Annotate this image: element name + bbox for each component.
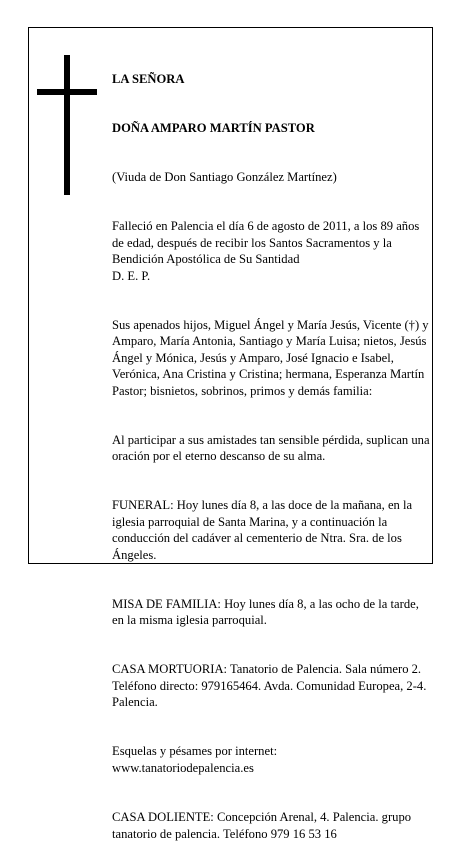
funeral-home-info: CASA MORTUORIA: Tanatorio de Palencia. Sala número 2. Teléfono directo: 979165464. Avda. Comunidad Europea, 2-4. Palencia. — [112, 662, 430, 710]
cross-icon — [64, 55, 70, 195]
online-condolences: Esquelas y pésames por internet: www.tanatoriodepalencia.es — [112, 744, 278, 775]
mourning-house-info: CASA DOLIENTE: Concepción Arenal, 4. Palencia. grupo tanatorio de palencia. Teléfono 979 16 53 16 — [112, 810, 415, 841]
death-notice: Falleció en Palencia el día 6 de agosto de 2011, a los 89 años de edad, después de recibir los Santos Sacramentos y la Bendición Apostólica de Su Santidad D. E. P. — [112, 219, 420, 283]
deceased-title: LA SEÑORA — [112, 71, 185, 86]
family-mass-info: MISA DE FAMILIA: Hoy lunes día 8, a las ocho de la tarde, en la misma iglesia parroquial. — [112, 596, 423, 628]
funeral-info: FUNERAL: Hoy lunes día 8, a las doce de la mañana, en la iglesia parroquial de Santa Marina, y a continuación la conducción del cadáver al cementerio de Ntra. Sra. de los Ángeles. — [112, 498, 416, 562]
prayer-request: Al participar a sus amistades tan sensible pérdida, suplican una oración por el eterno descanso de su alma. — [112, 432, 433, 464]
deceased-name: DOÑA AMPARO MARTÍN PASTOR — [112, 121, 315, 136]
widow-of: (Viuda de Don Santiago González Martínez) — [112, 170, 337, 185]
obituary-text — [112, 38, 433, 858]
cross-icon-bar — [37, 89, 97, 95]
family-list: Sus apenados hijos, Miguel Ángel y María Jesús, Vicente (†) y Amparo, María Antonia, Santiago y María Luisa; nietos, Jesús Ángel y Mónica, Jesús y Amparo, José Ignacio e Isabel, Verónica, Ana Cristina y Cristina; hermana, Esperanza Martín Pastor; bisnietos, sobrinos, primos y demás familia: — [112, 317, 432, 398]
